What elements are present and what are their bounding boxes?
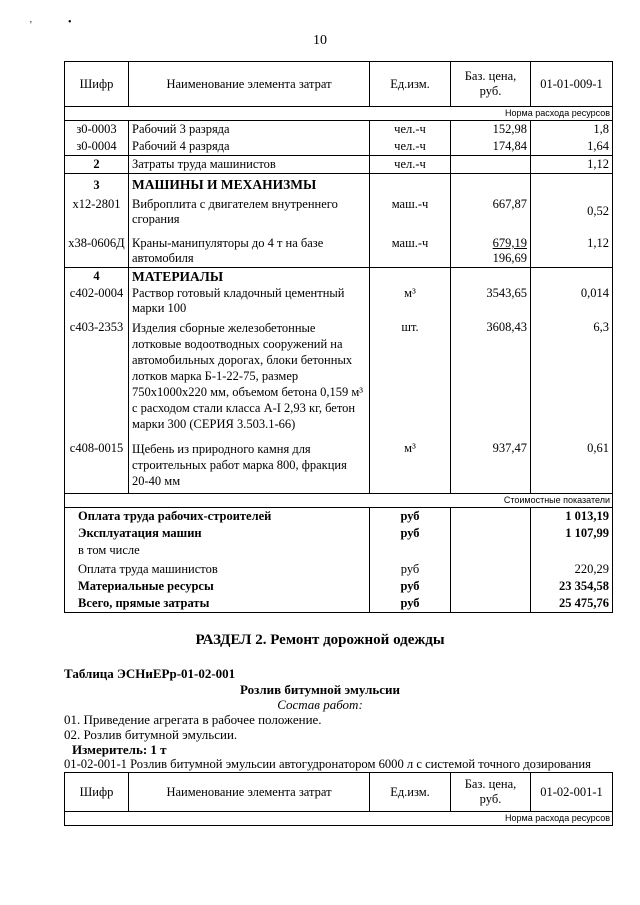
row-name: Виброплита с двигателем внутреннего сгорания: [129, 194, 370, 232]
cost-label: Эксплуатация машин: [65, 525, 370, 542]
cost-label: Оплата труда рабочих-строителей: [65, 507, 370, 525]
row-unit: шт.: [370, 317, 451, 433]
table-row: [65, 317, 613, 433]
resource-table: [64, 61, 613, 613]
norm-caption: Норма расхода ресурсов: [65, 107, 613, 121]
price-underlined: 679,19: [492, 236, 527, 250]
row-norm: 1,8: [531, 121, 613, 139]
cost-row: [65, 595, 613, 613]
row-name: Рабочий 3 разряда: [129, 121, 370, 139]
scan-mark: •: [68, 17, 72, 28]
row-name: Щебень из природного камня для строительных работ марка 800, фракция 20-40 мм: [129, 433, 370, 493]
table-row: [65, 138, 613, 156]
row-price: 3543,65: [451, 285, 531, 317]
table-header: [65, 62, 613, 107]
cost-unit: [370, 542, 451, 559]
row-unit: маш.-ч: [370, 194, 451, 232]
table-title: Розлив битумной эмульсии: [240, 682, 400, 697]
cost-value: 25 475,76: [531, 595, 613, 613]
work-step: 01. Приведение агрегата в рабочее положение.: [64, 712, 322, 727]
cost-unit: руб: [370, 525, 451, 542]
price-second: 196,69: [492, 251, 527, 265]
work-composition: Состав работ:: [277, 697, 363, 712]
row-norm: 1,12: [531, 232, 613, 268]
row-code: з0-0004: [65, 138, 129, 156]
table-header: [65, 773, 613, 812]
table-row: [65, 232, 613, 268]
cost-row: [65, 559, 613, 578]
row-unit: чел.-ч: [370, 156, 451, 174]
cost-value: 1 013,19: [531, 507, 613, 525]
work-step: 02. Розлив битумной эмульсии.: [64, 727, 238, 742]
section-row: [65, 174, 613, 195]
row-code: с402-0004: [65, 285, 129, 317]
page-number: 10: [313, 33, 327, 48]
table-row: [65, 194, 613, 232]
cost-label: в том числе: [65, 542, 370, 559]
row-unit: маш.-ч: [370, 232, 451, 268]
row-code: з0-0003: [65, 121, 129, 139]
row-name: Рабочий 4 разряда: [129, 138, 370, 156]
table-row: [65, 433, 613, 493]
norm-caption-row: [65, 107, 613, 121]
row-name: Краны-манипуляторы до 4 т на базе автомобиля: [129, 232, 370, 268]
resource-table-2: [64, 772, 613, 826]
cost-label: Оплата труда машинистов: [65, 559, 370, 578]
cost-unit: руб: [370, 578, 451, 595]
header-unit: Ед.изм.: [370, 62, 451, 107]
norm-caption: Норма расхода ресурсов: [65, 812, 613, 826]
cost-caption: Стоимостные показатели: [65, 493, 613, 507]
row-norm: 1,12: [531, 156, 613, 174]
row-price: 937,47: [451, 433, 531, 493]
row-norm: 0,61: [531, 433, 613, 493]
row-code: х38-0606Д: [65, 232, 129, 268]
row-price: 174,84: [451, 138, 531, 156]
row-norm: 6,3: [531, 317, 613, 433]
row-unit: м³: [370, 433, 451, 493]
row-unit: м³: [370, 285, 451, 317]
cost-row: [65, 507, 613, 525]
scan-mark: ': [30, 20, 32, 31]
section-code: 4: [65, 268, 129, 286]
measurer: Измеритель: 1 т: [72, 742, 167, 757]
header-norm-code: 01-01-009-1: [531, 62, 613, 107]
row-name: Изделия сборные железобетонные лотковые водоотводных сооружений на автомобильных дорогах, блоки бетонных лотков марка Б-1-22-75, размер 750х1000х220 мм, объемом бетона 0,159 м³ с расходом стали класса А-I 2,93 кг, бетон марки 300 (СЕРИЯ 3.503.1-66): [129, 317, 370, 433]
section-title: МАШИНЫ И МЕХАНИЗМЫ: [129, 174, 370, 195]
row-code: х12-2801: [65, 194, 129, 232]
row-name: Затраты труда машинистов: [129, 156, 370, 174]
row-price: [451, 232, 531, 268]
cost-row: [65, 542, 613, 559]
header-norm-code: 01-02-001-1: [531, 773, 613, 812]
table-label: Таблица ЭСНиЕРр-01-02-001: [64, 666, 236, 681]
cost-caption-row: [65, 493, 613, 507]
cost-unit: руб: [370, 507, 451, 525]
header-code: Шифр: [65, 62, 129, 107]
cost-label: Всего, прямые затраты: [65, 595, 370, 613]
table-row: [65, 121, 613, 139]
section-heading: РАЗДЕЛ 2. Ремонт дорожной одежды: [195, 632, 445, 648]
header-price: Баз. цена, руб.: [451, 773, 531, 812]
cost-value: 1 107,99: [531, 525, 613, 542]
row-code: с408-0015: [65, 433, 129, 493]
section-code: 3: [65, 174, 129, 195]
header-code: Шифр: [65, 773, 129, 812]
row-norm: 0,52: [531, 194, 613, 232]
section-title: МАТЕРИАЛЫ: [129, 268, 370, 286]
row-price: 152,98: [451, 121, 531, 139]
header-name: Наименование элемента затрат: [129, 62, 370, 107]
header-unit: Ед.изм.: [370, 773, 451, 812]
row-norm: 1,64: [531, 138, 613, 156]
cost-value: 23 354,58: [531, 578, 613, 595]
header-name: Наименование элемента затрат: [129, 773, 370, 812]
row-unit: чел.-ч: [370, 138, 451, 156]
section-row: [65, 268, 613, 286]
cost-label: Материальные ресурсы: [65, 578, 370, 595]
cost-unit: руб: [370, 595, 451, 613]
header-price: Баз. цена, руб.: [451, 62, 531, 107]
table-row: [65, 156, 613, 174]
row-norm: 0,014: [531, 285, 613, 317]
cost-value: 220,29: [531, 559, 613, 578]
cost-row: [65, 525, 613, 542]
table-row: [65, 285, 613, 317]
row-price: 3608,43: [451, 317, 531, 433]
row-name: Раствор готовый кладочный цементный марки 100: [129, 285, 370, 317]
norm-caption-row: [65, 812, 613, 826]
row-code: с403-2353: [65, 317, 129, 433]
cost-value: [531, 542, 613, 559]
row-code: 2: [65, 156, 129, 174]
row-price: [451, 156, 531, 174]
row-price: 667,87: [451, 194, 531, 232]
cost-unit: руб: [370, 559, 451, 578]
row-unit: чел.-ч: [370, 121, 451, 139]
item-line: 01-02-001-1 Розлив битумной эмульсии автогудронатором 6000 л с системой точного дозирования: [64, 757, 591, 771]
cost-row: [65, 578, 613, 595]
